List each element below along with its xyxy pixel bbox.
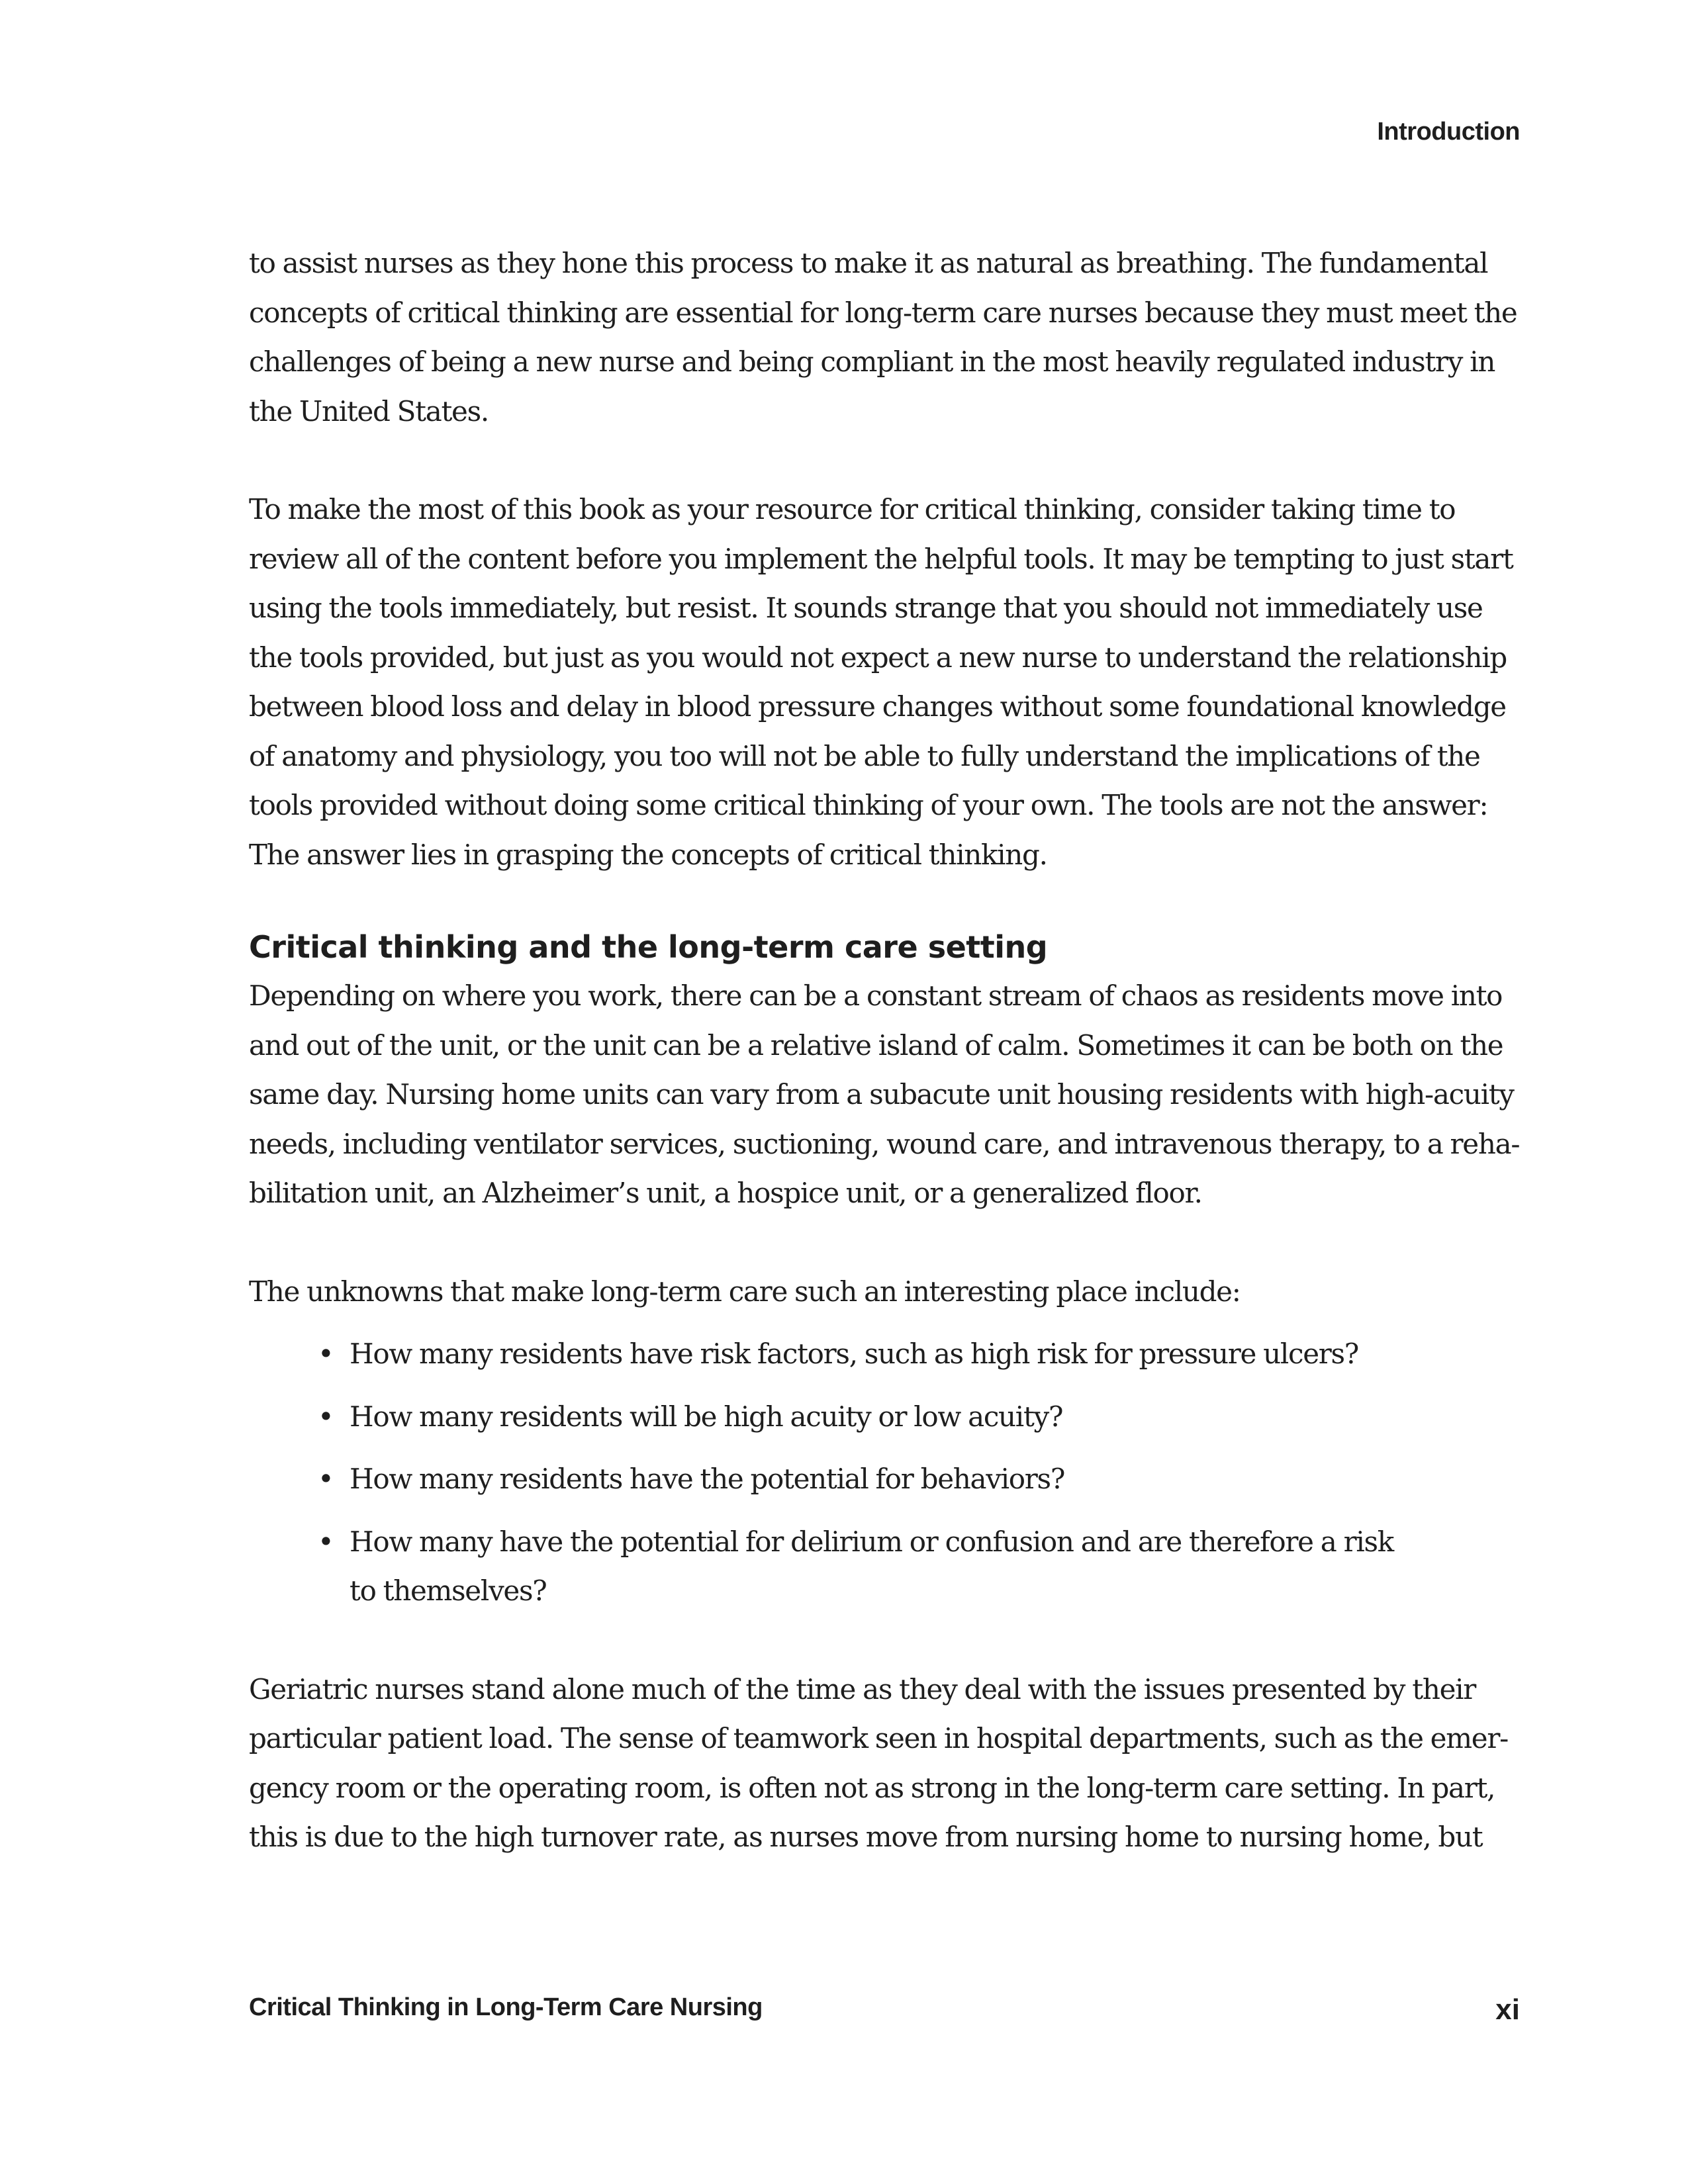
list-item-text: How many residents will be high acuity or low acuity? bbox=[350, 1400, 1063, 1433]
bullet-list bbox=[249, 1330, 1526, 1616]
list-item-text: How many residents have the potential for behaviors? bbox=[350, 1463, 1065, 1495]
text-line: concepts of critical thinking are essential for long-term care nurses because they must meet the bbox=[249, 296, 1517, 329]
paragraph-2 bbox=[249, 485, 1526, 880]
text-line: using the tools immediately, but resist. It sounds strange that you should not immediately use bbox=[249, 592, 1483, 624]
text-line: The answer lies in grasping the concepts of critical thinking. bbox=[249, 838, 1047, 871]
text-line: The unknowns that make long-term care such an interesting place include: bbox=[249, 1275, 1241, 1308]
text-line: of anatomy and physiology, you too will not be able to fully understand the implications of the bbox=[249, 739, 1480, 772]
text-line: particular patient load. The sense of teamwork seen in hospital departments, such as the emer- bbox=[249, 1722, 1508, 1754]
text-line: this is due to the high turnover rate, as nurses move from nursing home to nursing home, but bbox=[249, 1821, 1483, 1853]
list-item bbox=[249, 1518, 1526, 1616]
text-line: and out of the unit, or the unit can be a relative island of calm. Sometimes it can be both on the bbox=[249, 1028, 1503, 1062]
bullet-icon: • bbox=[318, 1400, 334, 1433]
paragraph-5 bbox=[249, 1665, 1526, 1862]
list-item-text: How many residents have risk factors, such as high risk for pressure ulcers? bbox=[350, 1338, 1359, 1370]
text-line: tools provided without doing some critical thinking of your own. The tools are not the answer: bbox=[249, 789, 1488, 821]
bullet-icon: • bbox=[318, 1463, 334, 1495]
text-line: same day. Nursing home units can vary from a subacute unit housing residents with high-acuity bbox=[249, 1078, 1514, 1111]
text-line: needs, including ventilator services, suctioning, wound care, and intravenous therapy, to a reha- bbox=[249, 1127, 1520, 1160]
list-item bbox=[249, 1455, 1526, 1504]
list-item-text: to themselves? bbox=[350, 1574, 547, 1607]
bullet-icon: • bbox=[318, 1525, 334, 1558]
text-line: To make the most of this book as your resource for critical thinking, consider taking time to bbox=[249, 493, 1456, 525]
text-line: bilitation unit, an Alzheimer’s unit, a hospice unit, or a generalized floor. bbox=[249, 1177, 1202, 1209]
section-heading: Critical thinking and the long-term care setting bbox=[249, 929, 1048, 965]
text-line: between blood loss and delay in blood pressure changes without some foundational knowledge bbox=[249, 690, 1506, 723]
bullet-icon: • bbox=[318, 1338, 334, 1370]
list-item-text: How many have the potential for delirium or confusion and are therefore a risk bbox=[350, 1525, 1393, 1558]
footer-book-title: Critical Thinking in Long-Term Care Nursing bbox=[249, 1993, 763, 2021]
list-item bbox=[249, 1392, 1526, 1442]
list-item bbox=[249, 1330, 1526, 1379]
text-line: the United States. bbox=[249, 394, 489, 428]
text-line: review all of the content before you implement the helpful tools. It may be tempting to just start bbox=[249, 542, 1513, 575]
paragraph-3 bbox=[249, 972, 1526, 1218]
paragraph-1 bbox=[249, 239, 1526, 436]
page-body bbox=[249, 239, 1526, 1862]
page-number: xi bbox=[1495, 1993, 1520, 2026]
running-head: Introduction bbox=[1377, 118, 1520, 146]
text-line: Depending on where you work, there can be a constant stream of chaos as residents move into bbox=[249, 979, 1503, 1012]
paragraph-4 bbox=[249, 1267, 1526, 1317]
text-line: to assist nurses as they hone this process to make it as natural as breathing. The fundamental bbox=[249, 247, 1488, 279]
text-line: gency room or the operating room, is often not as strong in the long-term care setting. In part, bbox=[249, 1771, 1495, 1804]
text-line: challenges of being a new nurse and being compliant in the most heavily regulated industry in bbox=[249, 345, 1495, 378]
text-line: the tools provided, but just as you would not expect a new nurse to understand the relationship bbox=[249, 641, 1507, 674]
text-line: Geriatric nurses stand alone much of the time as they deal with the issues presented by their bbox=[249, 1672, 1476, 1706]
